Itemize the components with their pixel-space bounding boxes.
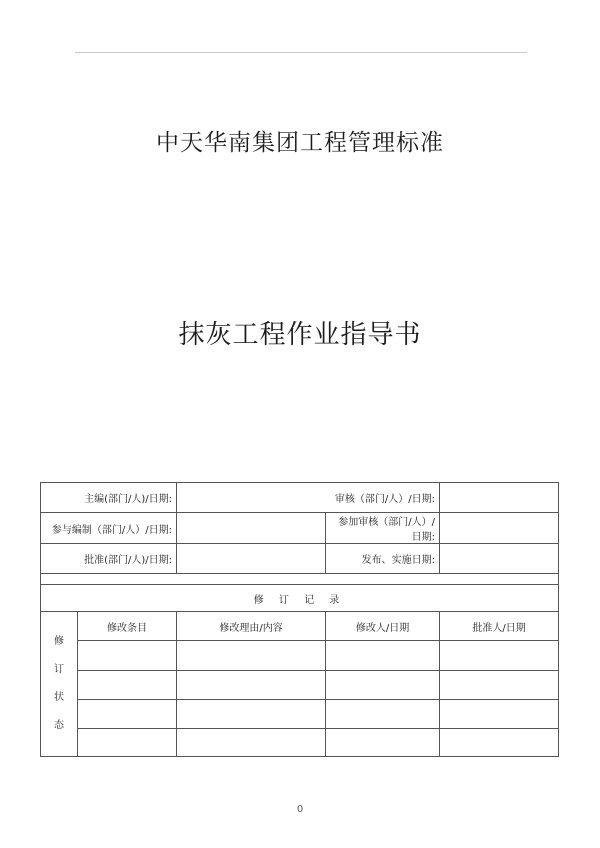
release-label: 发布、实施日期: — [326, 544, 440, 574]
editor-row — [41, 483, 559, 513]
page-number: 0 — [296, 804, 304, 815]
revision-status-label: 修 订 状 态 — [41, 612, 78, 757]
table-row — [41, 641, 559, 671]
col-header-modifier: 修改人/日期 — [326, 612, 440, 641]
revision-header-row — [41, 612, 559, 641]
col-header-item: 修改条目 — [78, 612, 177, 641]
participant-label: 参与编制（部门/人）/日期: — [41, 513, 177, 544]
table-row — [41, 671, 559, 700]
organization-title: 中天华南集团工程管理标准 — [156, 130, 444, 156]
co-reviewer-value — [440, 513, 559, 544]
approver-value — [177, 544, 326, 574]
reviewer-value — [440, 483, 559, 513]
participant-value — [177, 513, 326, 544]
document-title: 抹灰工程作业指导书 — [178, 320, 422, 350]
revision-title: 修 订 记 录 — [41, 585, 559, 612]
approver-row — [41, 544, 559, 574]
revision-title-row — [41, 585, 559, 612]
spacer-row — [41, 574, 559, 585]
col-header-reason: 修改理由/内容 — [177, 612, 326, 641]
release-value — [440, 544, 559, 574]
header-rule — [75, 52, 527, 53]
table-row — [41, 700, 559, 729]
col-header-approver: 批准人/日期 — [440, 612, 559, 641]
editor-label: 主编(部门/人)/日期: — [41, 483, 177, 513]
table-row — [41, 729, 559, 757]
approval-revision-table — [40, 482, 559, 757]
approver-label: 批准(部门/人)/日期: — [41, 544, 177, 574]
participant-row — [41, 513, 559, 544]
co-reviewer-label: 参加审核（部门/人）/日期: — [326, 513, 440, 544]
reviewer-label: 审核（部门/人）/日期: — [177, 483, 440, 513]
